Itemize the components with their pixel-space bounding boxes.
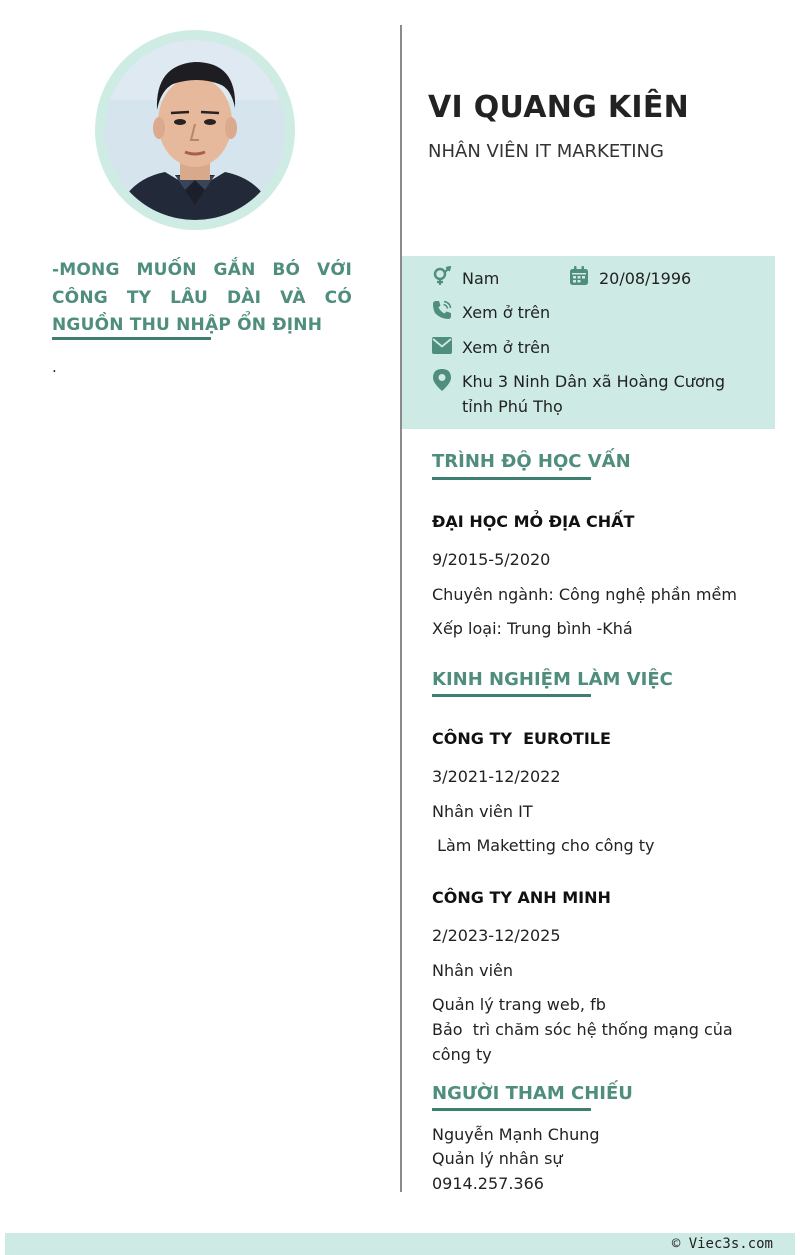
job-title: NHÂN VIÊN IT MARKETING: [428, 141, 664, 162]
experience-underline: [432, 694, 591, 697]
phone-icon: [432, 300, 452, 324]
footer-bar: [5, 1233, 795, 1255]
address-line-1: Khu 3 Ninh Dân xã Hoàng Cương: [462, 372, 726, 391]
education-major: Chuyên ngành: Công nghệ phần mềm: [432, 585, 737, 604]
email-icon: [432, 337, 452, 358]
job-description: công ty: [432, 1045, 492, 1064]
job-period: 3/2021-12/2022: [432, 767, 561, 786]
gender-icon: [432, 266, 452, 290]
career-objective: -MONG MUỐN GẮN BÓ VỚI CÔNG TY LÂU DÀI VÀ CÓ NGUỒN THU NHẬP ỔN ĐỊNH: [52, 260, 352, 335]
email-value: Xem ở trên: [462, 338, 551, 357]
objective-extra: .: [52, 358, 57, 376]
column-divider: [400, 25, 402, 1192]
avatar: [105, 40, 285, 220]
reference-name: Nguyễn Mạnh Chung: [432, 1125, 600, 1144]
education-heading: TRÌNH ĐỘ HỌC VẤN: [432, 451, 631, 472]
job-role: Nhân viên: [432, 961, 514, 980]
address-line-2: tỉnh Phú Thọ: [462, 397, 563, 416]
education-grade: Xếp loại: Trung bình -Khá: [432, 619, 633, 638]
reference-underline: [432, 1108, 591, 1111]
school-name: ĐẠI HỌC MỎ ĐỊA CHẤT: [432, 512, 635, 531]
footer-copyright: © Viec3s.com: [671, 1236, 773, 1252]
job-company: CÔNG TY EUROTILE: [432, 729, 611, 748]
phone-value: Xem ở trên: [462, 303, 551, 322]
education-underline: [432, 477, 591, 480]
job-period: 2/2023-12/2025: [432, 926, 561, 945]
objective-underline: [52, 337, 211, 340]
job-description: Bảo trì chăm sóc hệ thống mạng của: [432, 1020, 733, 1039]
job-role: Nhân viên IT: [432, 802, 533, 821]
reference-phone: 0914.257.366: [432, 1174, 544, 1193]
education-period: 9/2015-5/2020: [432, 550, 551, 569]
job-description: Làm Maketting cho công ty: [432, 836, 655, 855]
calendar-icon: [569, 266, 589, 290]
birthday-value: 20/08/1996: [599, 269, 692, 288]
gender-value: Nam: [462, 269, 500, 288]
job-company: CÔNG TY ANH MINH: [432, 888, 611, 907]
job-description: Quản lý trang web, fb: [432, 995, 606, 1014]
location-icon: [433, 369, 451, 395]
reference-heading: NGƯỜI THAM CHIẾU: [432, 1083, 633, 1104]
reference-role: Quản lý nhân sự: [432, 1149, 563, 1168]
experience-heading: KINH NGHIỆM LÀM VIỆC: [432, 669, 673, 690]
candidate-name: VI QUANG KIÊN: [428, 90, 690, 125]
